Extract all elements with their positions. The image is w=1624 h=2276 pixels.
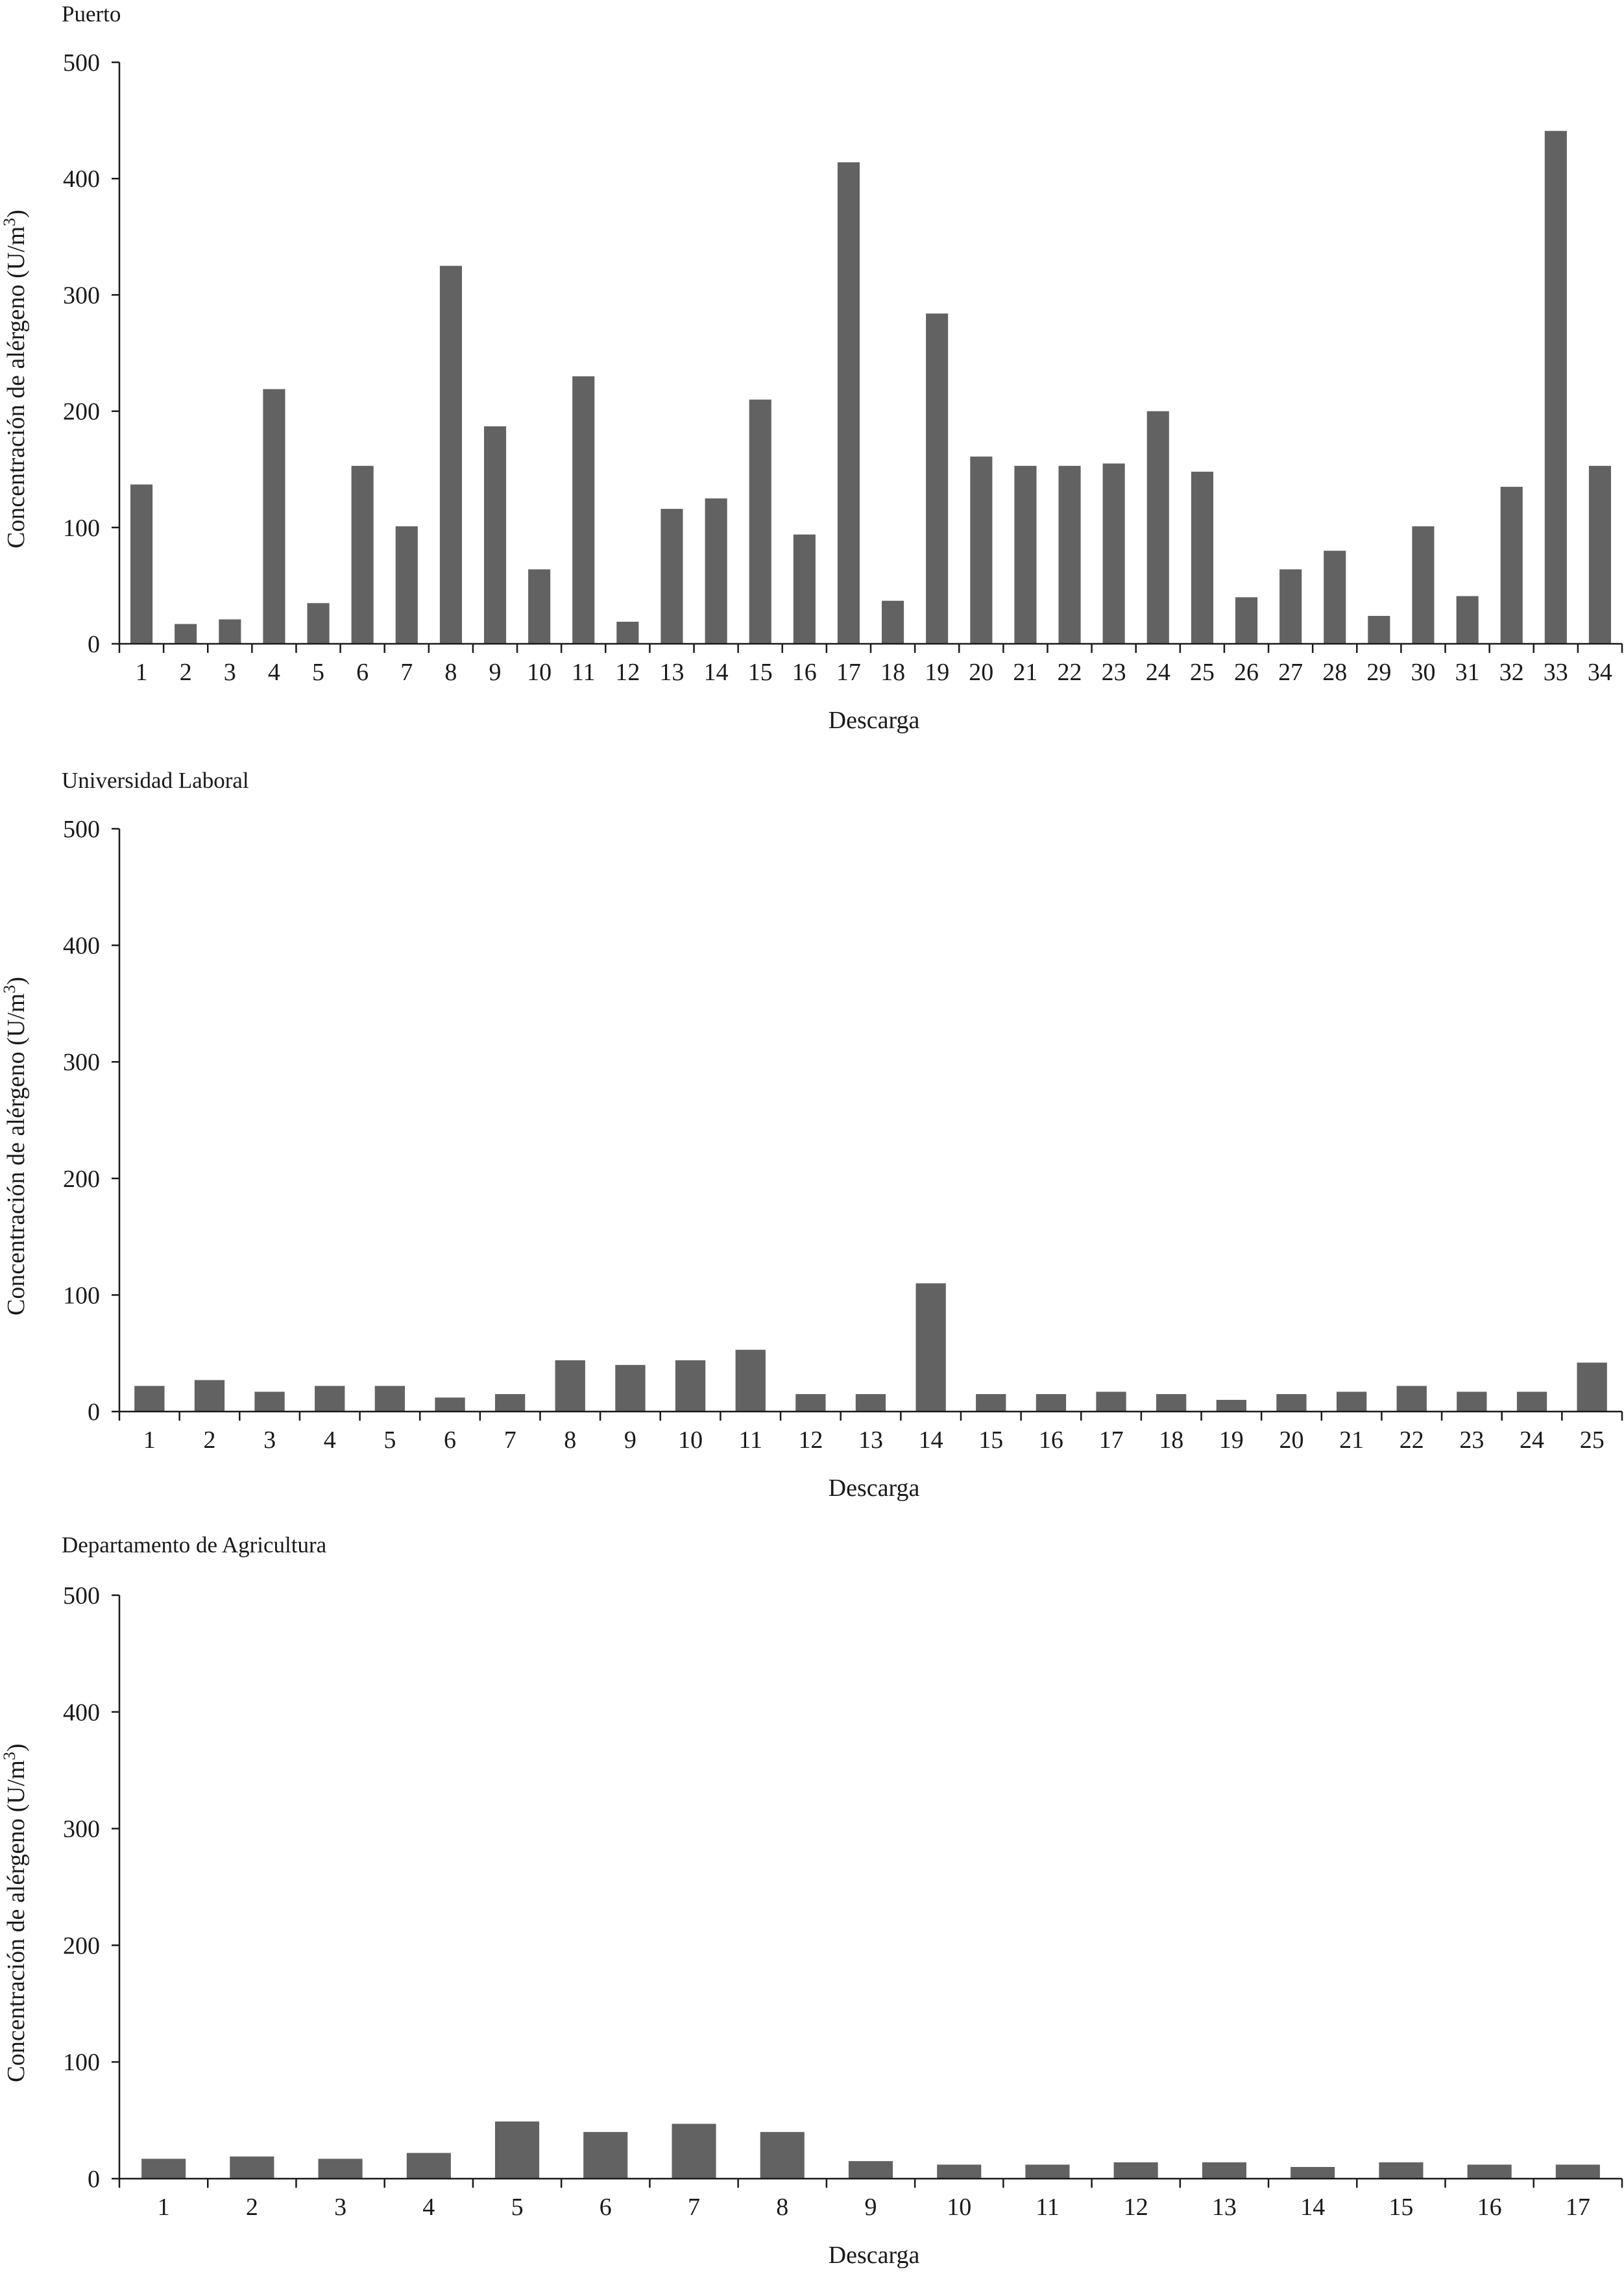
x-tick-label: 5 bbox=[383, 1426, 396, 1454]
bar bbox=[1291, 2167, 1335, 2179]
x-tick-label: 5 bbox=[511, 2194, 524, 2221]
bar bbox=[1517, 1392, 1547, 1412]
bar bbox=[1235, 597, 1257, 644]
x-tick-label: 16 bbox=[792, 659, 817, 686]
y-tick-label: 400 bbox=[63, 1698, 100, 1726]
x-tick-label: 11 bbox=[738, 1426, 762, 1454]
x-tick-label: 28 bbox=[1322, 659, 1348, 686]
x-tick-label: 18 bbox=[880, 659, 906, 686]
x-tick-label: 32 bbox=[1499, 659, 1524, 686]
bar bbox=[1589, 466, 1611, 644]
bar bbox=[583, 2132, 627, 2179]
x-tick-label: 6 bbox=[599, 2194, 612, 2221]
bar bbox=[672, 2124, 716, 2179]
bar bbox=[230, 2157, 274, 2179]
bar bbox=[1324, 551, 1346, 644]
chart-area bbox=[0, 1582, 1622, 2269]
x-tick-label: 5 bbox=[312, 659, 324, 686]
bar bbox=[263, 389, 285, 644]
x-tick-label: 16 bbox=[1038, 1426, 1063, 1454]
y-tick-label: 200 bbox=[63, 1165, 100, 1193]
bar bbox=[661, 509, 683, 644]
x-tick-label: 25 bbox=[1189, 659, 1215, 686]
x-tick-label: 29 bbox=[1366, 659, 1392, 686]
bar bbox=[849, 2161, 893, 2179]
x-tick-label: 15 bbox=[1388, 2194, 1414, 2221]
bar bbox=[130, 485, 152, 644]
y-tick-label: 0 bbox=[88, 2166, 100, 2193]
bar bbox=[1025, 2164, 1069, 2179]
x-tick-label: 10 bbox=[678, 1426, 703, 1454]
x-axis-label: Descarga bbox=[828, 1475, 920, 1502]
x-tick-label: 7 bbox=[503, 1426, 516, 1454]
bar bbox=[736, 1350, 766, 1412]
y-tick-label: 500 bbox=[63, 49, 100, 77]
bar bbox=[572, 376, 594, 644]
x-tick-label: 17 bbox=[836, 659, 861, 686]
bar bbox=[1412, 526, 1434, 644]
panel-title: Universidad Laboral bbox=[62, 768, 249, 793]
bar bbox=[970, 457, 992, 644]
bar bbox=[976, 1394, 1006, 1412]
bar bbox=[555, 1360, 585, 1412]
y-tick-label: 300 bbox=[63, 282, 100, 310]
x-tick-label: 30 bbox=[1411, 659, 1436, 686]
y-tick-label: 400 bbox=[63, 165, 100, 193]
bar bbox=[795, 1394, 825, 1412]
y-axis-label: Concentración de alérgeno $(U/m^3)$ bbox=[0, 977, 30, 1315]
x-tick-label: 7 bbox=[688, 2194, 700, 2221]
x-tick-label: 7 bbox=[400, 659, 413, 686]
x-tick-label: 22 bbox=[1399, 1426, 1424, 1454]
x-tick-label: 3 bbox=[263, 1426, 276, 1454]
x-tick-label: 10 bbox=[947, 2194, 972, 2221]
x-tick-label: 12 bbox=[615, 659, 640, 686]
bar bbox=[926, 313, 948, 644]
x-tick-label: 20 bbox=[1279, 1426, 1304, 1454]
x-tick-label: 14 bbox=[918, 1426, 943, 1454]
x-tick-label: 20 bbox=[969, 659, 994, 686]
y-tick-label: 400 bbox=[63, 932, 100, 960]
x-tick-label: 11 bbox=[571, 659, 596, 686]
bar bbox=[495, 1394, 525, 1412]
x-tick-label: 1 bbox=[157, 2194, 170, 2221]
x-tick-label: 2 bbox=[203, 1426, 216, 1454]
x-tick-label: 14 bbox=[703, 659, 729, 686]
bar bbox=[435, 1397, 465, 1412]
panel-departamento-de-agricultura bbox=[0, 1532, 1622, 2269]
x-tick-label: 11 bbox=[1036, 2194, 1060, 2221]
x-tick-label: 12 bbox=[798, 1426, 823, 1454]
bar bbox=[1156, 1394, 1186, 1412]
y-tick-label: 100 bbox=[63, 514, 100, 542]
x-tick-label: 21 bbox=[1013, 659, 1038, 686]
bar bbox=[1059, 466, 1081, 644]
x-tick-label: 22 bbox=[1057, 659, 1082, 686]
bar bbox=[1202, 2162, 1246, 2179]
y-tick-label: 200 bbox=[63, 1932, 100, 1960]
x-tick-label: 18 bbox=[1159, 1426, 1184, 1454]
x-tick-label: 19 bbox=[925, 659, 950, 686]
x-tick-label: 6 bbox=[356, 659, 369, 686]
x-tick-label: 26 bbox=[1234, 659, 1259, 686]
x-tick-label: 8 bbox=[444, 659, 457, 686]
bar bbox=[1276, 1394, 1306, 1412]
x-tick-label: 16 bbox=[1477, 2194, 1502, 2221]
panel-title: Departamento de Agricultura bbox=[62, 1532, 327, 1558]
bar bbox=[856, 1394, 886, 1412]
panel-title: Puerto bbox=[62, 1, 121, 27]
bar bbox=[195, 1380, 224, 1412]
bar bbox=[1545, 131, 1567, 644]
x-tick-label: 21 bbox=[1339, 1426, 1364, 1454]
x-tick-label: 15 bbox=[978, 1426, 1004, 1454]
bar bbox=[352, 466, 374, 644]
x-tick-label: 3 bbox=[223, 659, 236, 686]
bar bbox=[1457, 1392, 1486, 1412]
bar bbox=[1556, 2164, 1600, 2179]
x-tick-label: 9 bbox=[489, 659, 502, 686]
bar bbox=[407, 2153, 451, 2179]
bar bbox=[760, 2132, 805, 2179]
x-tick-label: 13 bbox=[858, 1426, 883, 1454]
y-tick-label: 500 bbox=[63, 1582, 100, 1609]
bar bbox=[528, 569, 550, 644]
bar bbox=[1096, 1392, 1126, 1412]
bar bbox=[1191, 472, 1213, 644]
x-tick-label: 24 bbox=[1520, 1426, 1544, 1454]
x-tick-label: 17 bbox=[1565, 2194, 1590, 2221]
bar bbox=[254, 1392, 284, 1412]
x-tick-label: 31 bbox=[1455, 659, 1480, 686]
y-tick-label: 100 bbox=[63, 2049, 100, 2077]
x-tick-label: 24 bbox=[1145, 659, 1170, 686]
x-tick-label: 3 bbox=[334, 2194, 347, 2221]
x-axis-label: Descarga bbox=[828, 707, 920, 734]
bar bbox=[315, 1386, 345, 1412]
bar bbox=[308, 603, 330, 644]
bar bbox=[1147, 411, 1169, 644]
x-tick-label: 4 bbox=[422, 2194, 435, 2221]
bar bbox=[375, 1386, 405, 1412]
chart-area bbox=[0, 816, 1622, 1502]
x-tick-label: 4 bbox=[267, 659, 280, 686]
bar bbox=[616, 622, 638, 644]
x-tick-label: 23 bbox=[1101, 659, 1126, 686]
bar bbox=[1337, 1392, 1366, 1412]
x-tick-label: 6 bbox=[444, 1426, 456, 1454]
bar bbox=[319, 2159, 363, 2179]
x-tick-label: 9 bbox=[864, 2194, 877, 2221]
bar bbox=[937, 2164, 981, 2179]
x-tick-label: 10 bbox=[527, 659, 552, 686]
x-tick-label: 4 bbox=[323, 1426, 336, 1454]
bar bbox=[1368, 616, 1390, 644]
x-tick-label: 17 bbox=[1098, 1426, 1124, 1454]
bar bbox=[1014, 466, 1036, 644]
x-tick-label: 33 bbox=[1543, 659, 1568, 686]
x-tick-label: 19 bbox=[1218, 1426, 1244, 1454]
y-tick-label: 0 bbox=[88, 1399, 100, 1426]
x-tick-label: 34 bbox=[1587, 659, 1612, 686]
bar bbox=[1379, 2162, 1423, 2179]
x-tick-label: 9 bbox=[624, 1426, 636, 1454]
x-tick-label: 23 bbox=[1459, 1426, 1485, 1454]
bar bbox=[1457, 596, 1479, 644]
x-tick-label: 27 bbox=[1278, 659, 1303, 686]
y-tick-label: 500 bbox=[63, 816, 100, 843]
x-tick-label: 14 bbox=[1300, 2194, 1326, 2221]
bar bbox=[1036, 1394, 1066, 1412]
y-tick-label: 100 bbox=[63, 1282, 100, 1310]
bar bbox=[495, 2122, 539, 2179]
x-axis-label: Descarga bbox=[828, 2242, 920, 2269]
x-tick-label: 8 bbox=[776, 2194, 789, 2221]
bar bbox=[838, 162, 860, 644]
y-tick-label: 0 bbox=[88, 631, 100, 658]
chart-area bbox=[0, 49, 1622, 734]
x-tick-label: 2 bbox=[245, 2194, 258, 2221]
bar bbox=[675, 1360, 705, 1412]
y-axis-label: Concentración de alérgeno $(U/m^3)$ bbox=[0, 1743, 30, 2083]
bar bbox=[794, 535, 816, 644]
x-tick-label: 2 bbox=[179, 659, 192, 686]
bar bbox=[882, 601, 904, 644]
bar bbox=[484, 426, 506, 644]
bar bbox=[175, 624, 197, 644]
x-tick-label: 1 bbox=[143, 1426, 156, 1454]
y-tick-label: 300 bbox=[63, 1049, 100, 1077]
bar bbox=[1103, 463, 1125, 644]
bar bbox=[219, 619, 241, 644]
panel-puerto bbox=[0, 1, 1622, 734]
bar bbox=[1397, 1386, 1427, 1412]
bar bbox=[1468, 2164, 1512, 2179]
bar bbox=[749, 400, 771, 644]
x-tick-label: 25 bbox=[1579, 1426, 1605, 1454]
bar bbox=[615, 1365, 645, 1412]
x-tick-label: 13 bbox=[1211, 2194, 1237, 2221]
x-tick-label: 13 bbox=[659, 659, 685, 686]
x-tick-label: 15 bbox=[747, 659, 773, 686]
bar bbox=[705, 498, 727, 644]
bar bbox=[134, 1386, 164, 1412]
bar bbox=[1114, 2162, 1158, 2179]
y-tick-label: 200 bbox=[63, 398, 100, 426]
y-tick-label: 300 bbox=[63, 1815, 100, 1843]
bar bbox=[1501, 487, 1523, 644]
x-tick-label: 1 bbox=[135, 659, 148, 686]
bar bbox=[1577, 1363, 1607, 1412]
x-tick-label: 12 bbox=[1123, 2194, 1148, 2221]
bar bbox=[141, 2159, 186, 2179]
panel-universidad-laboral bbox=[0, 768, 1622, 1502]
y-axis-label: Concentración de alérgeno $(U/m^3)$ bbox=[0, 210, 30, 548]
bar bbox=[916, 1283, 946, 1412]
x-tick-label: 8 bbox=[564, 1426, 577, 1454]
bar bbox=[440, 266, 462, 644]
bar bbox=[1217, 1400, 1246, 1412]
bar bbox=[396, 526, 418, 644]
bar bbox=[1279, 569, 1302, 644]
